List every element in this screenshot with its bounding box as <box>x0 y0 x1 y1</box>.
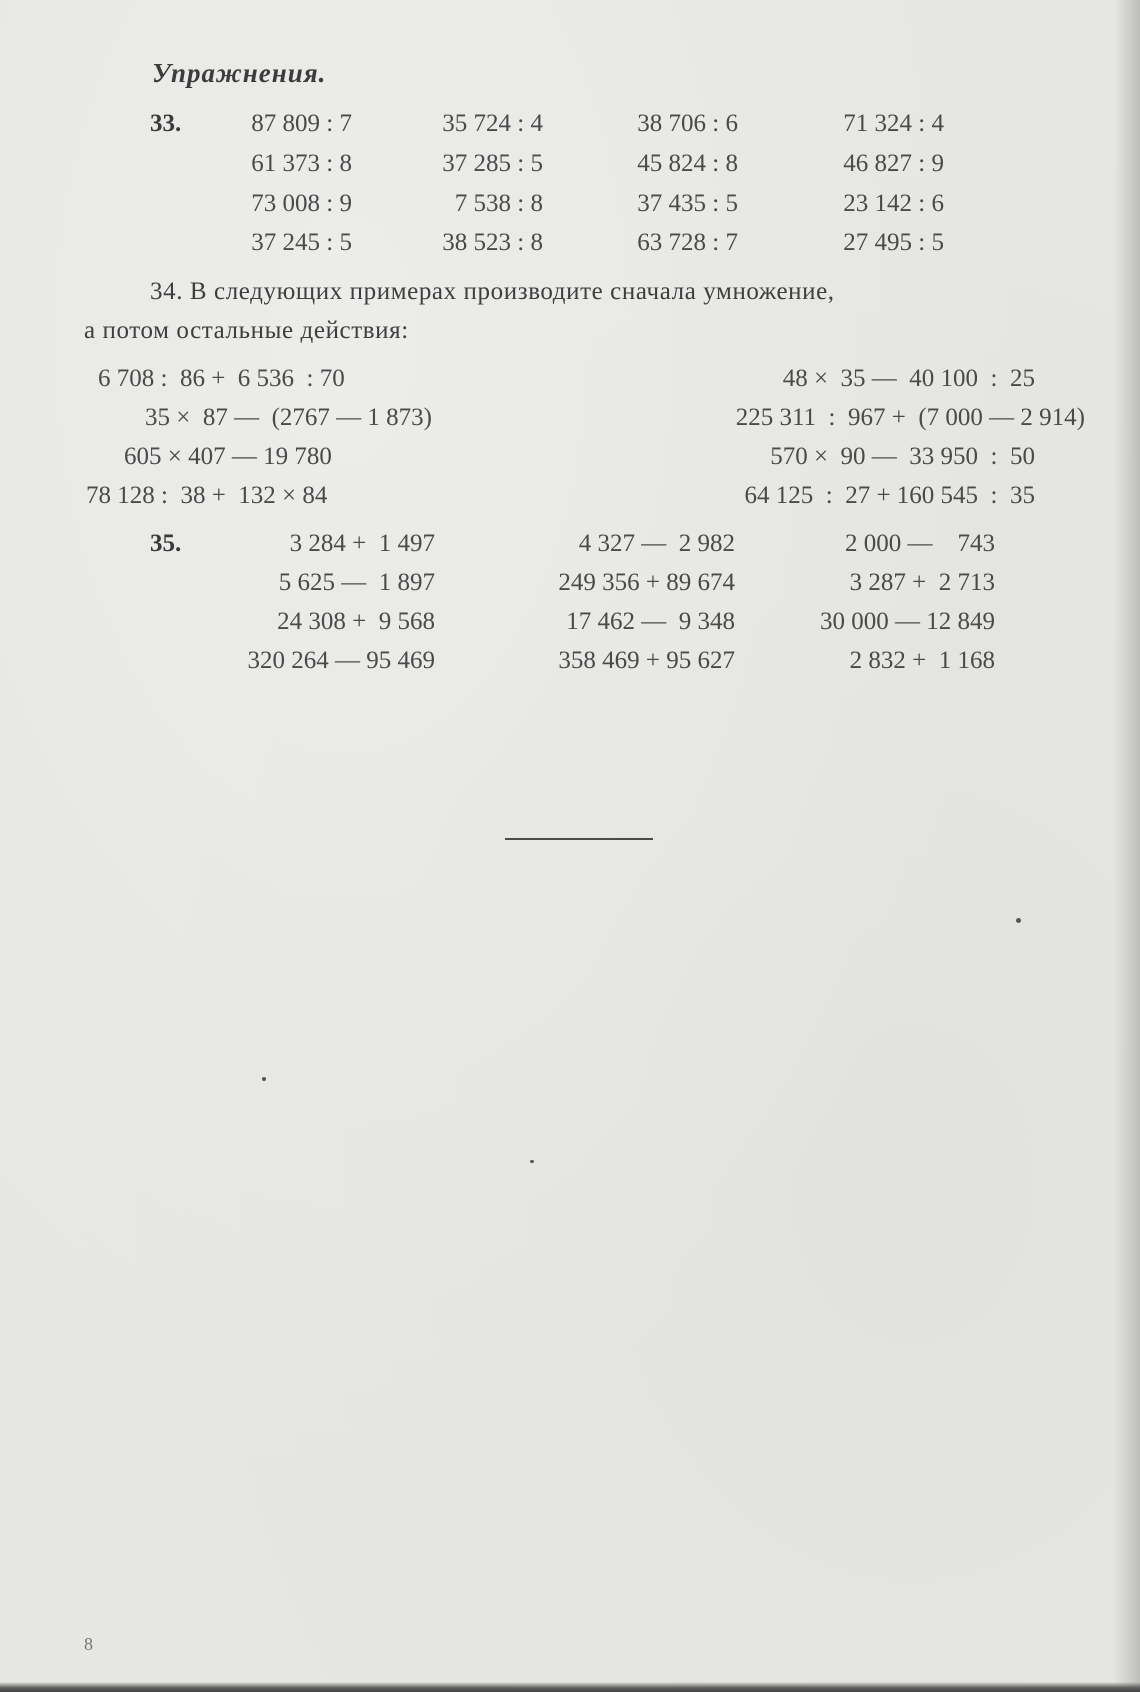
ex33-cell: 38 706 : 6 <box>637 110 738 137</box>
ex35-cell: 3 287 + 2 713 <box>849 569 995 596</box>
ex33-cell: 27 495 : 5 <box>843 229 944 256</box>
ex35-cell: 320 264 — 95 469 <box>247 647 435 674</box>
ex33-cell: 46 827 : 9 <box>843 150 944 177</box>
ex34-right-expression: 64 125 : 27 + 160 545 : 35 <box>744 482 1035 509</box>
ex33-cell: 45 824 : 8 <box>637 150 738 177</box>
ex33-cell: 23 142 : 6 <box>843 190 944 217</box>
exercise-34-instruction: 34. В следующих примерах производите сначала умножение, <box>150 278 835 305</box>
ex33-cell: 61 373 : 8 <box>251 150 352 177</box>
ex33-cell: 7 538 : 8 <box>454 190 543 217</box>
ex33-cell: 71 324 : 4 <box>843 110 944 137</box>
ex35-cell: 3 284 + 1 497 <box>289 530 435 557</box>
exercise-34-instruction-cont: а потом остальные действия: <box>84 317 409 344</box>
paper-speck <box>262 1077 266 1081</box>
exercise-35-label: 35. <box>150 530 182 557</box>
ex34-left-expression: 605 × 407 — 19 780 <box>124 443 332 470</box>
ex35-cell: 2 832 + 1 168 <box>849 647 995 674</box>
paper-speck <box>530 1160 534 1163</box>
ex33-cell: 87 809 : 7 <box>251 110 352 137</box>
exercises-heading: Упражнения. <box>152 58 327 88</box>
ex34-left-expression: 6 708 : 86 + 6 536 : 70 <box>98 365 345 392</box>
ex34-left-expression: 35 × 87 — (2767 — 1 873) <box>145 404 432 431</box>
ex35-cell: 24 308 + 9 568 <box>277 608 435 635</box>
page-bottom-edge <box>0 1682 1140 1692</box>
ex34-right-expression: 570 × 90 — 33 950 : 50 <box>770 443 1035 470</box>
paper-speck <box>1016 918 1021 923</box>
ex35-cell: 17 462 — 9 348 <box>566 608 735 635</box>
ex34-left-expression: 78 128 : 38 + 132 × 84 <box>86 482 328 509</box>
ex33-cell: 73 008 : 9 <box>251 190 352 217</box>
ex35-cell: 5 625 — 1 897 <box>278 569 435 596</box>
ex33-cell: 37 285 : 5 <box>442 150 543 177</box>
section-separator-rule <box>505 838 653 840</box>
page-number: 8 <box>84 1634 93 1654</box>
ex34-right-expression: 48 × 35 — 40 100 : 25 <box>782 365 1035 392</box>
ex35-cell: 249 356 + 89 674 <box>558 569 735 596</box>
ex33-cell: 38 523 : 8 <box>442 229 543 256</box>
ex33-cell: 35 724 : 4 <box>442 110 543 137</box>
ex35-cell: 358 469 + 95 627 <box>558 647 735 674</box>
exercise-33-label: 33. <box>150 110 182 137</box>
ex33-cell: 37 435 : 5 <box>637 190 738 217</box>
page-edge-shadow <box>1114 0 1140 1692</box>
ex35-cell: 4 327 — 2 982 <box>578 530 735 557</box>
ex35-cell: 30 000 — 12 849 <box>820 608 995 635</box>
ex33-cell: 37 245 : 5 <box>251 229 352 256</box>
ex34-right-expression: 225 311 : 967 + (7 000 — 2 914) <box>735 404 1085 431</box>
ex33-cell: 63 728 : 7 <box>637 229 738 256</box>
ex35-cell: 2 000 — 743 <box>845 530 995 557</box>
